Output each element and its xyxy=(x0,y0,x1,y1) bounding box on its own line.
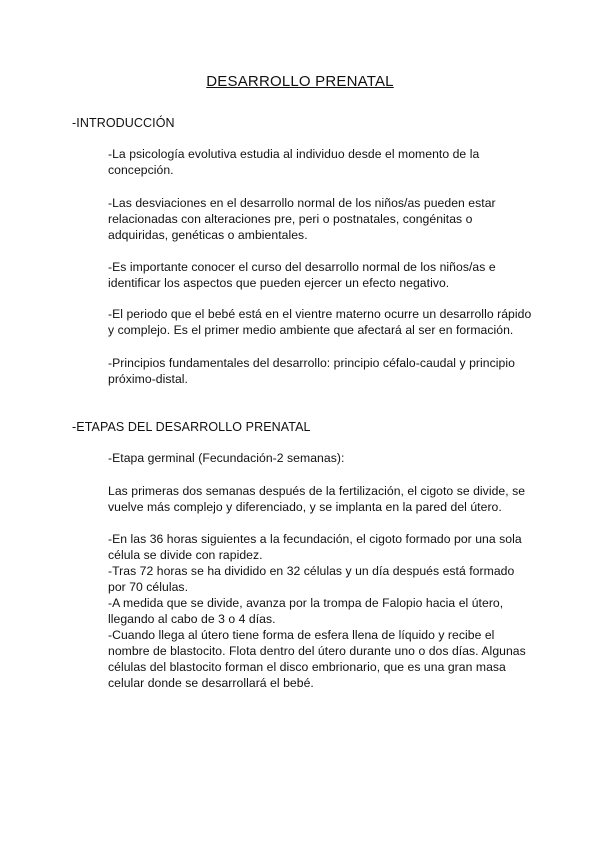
section-heading-etapas: -ETAPAS DEL DESARROLLO PRENATAL xyxy=(72,420,311,434)
text-line: -Es importante conocer el curso del desarrollo normal de los niños/as e xyxy=(108,260,496,274)
paragraph xyxy=(108,306,532,338)
text-line: concepción. xyxy=(108,163,174,177)
paragraph xyxy=(108,146,528,178)
text-line: -En las 36 horas siguientes a la fecundación, el cigoto formado por una sola xyxy=(108,532,522,546)
text-line: -Tras 72 horas se ha dividido en 32 células y un día después está formado xyxy=(108,564,515,578)
text-line: celular donde se desarrollará el bebé. xyxy=(108,676,314,690)
text-line: -A medida que se divide, avanza por la trompa de Falopio hacia el útero, xyxy=(108,596,504,610)
paragraph xyxy=(108,355,528,387)
text-line: adquiridas, genéticas o ambientales. xyxy=(108,228,308,242)
paragraph xyxy=(108,259,528,291)
text-line: Las primeras dos semanas después de la fertilización, el cigoto se divide, se xyxy=(108,484,526,498)
text-line: -Principios fundamentales del desarrollo: principio céfalo-caudal y principio xyxy=(108,356,515,370)
text-line: y complejo. Es el primer medio ambiente que afectará al ser en formación. xyxy=(108,323,514,337)
text-line: por 70 células. xyxy=(108,580,189,594)
paragraph xyxy=(108,195,528,243)
text-line: identificar los aspectos que pueden ejercer un efecto negativo. xyxy=(108,276,450,290)
paragraph xyxy=(108,483,528,515)
paragraph xyxy=(108,531,528,691)
text-line: -Etapa germinal (Fecundación-2 semanas): xyxy=(108,451,345,465)
page-title: DESARROLLO PRENATAL xyxy=(206,73,394,90)
text-line: -El periodo que el bebé está en el vientre materno ocurre un desarrollo rápido xyxy=(108,307,532,321)
text-line: próximo-distal. xyxy=(108,372,188,386)
text-line: llegando al cabo de 3 o 4 días. xyxy=(108,612,276,626)
text-line: -Las desviaciones en el desarrollo normal de los niños/as pueden estar xyxy=(108,196,496,210)
text-line: nombre de blastocito. Flota dentro del útero durante uno o dos días. Algunas xyxy=(108,644,526,658)
text-line: -La psicología evolutiva estudia al individuo desde el momento de la xyxy=(108,147,480,161)
section-heading-introduccion: -INTRODUCCIÓN xyxy=(72,116,175,130)
text-line: vuelve más complejo y diferenciado, y se implanta en la pared del útero. xyxy=(108,500,502,514)
text-line: células del blastocito forman el disco embrionario, que es una gran masa xyxy=(108,660,506,674)
text-line: -Cuando llega al útero tiene forma de esfera llena de líquido y recibe el xyxy=(108,628,495,642)
text-line: relacionadas con alteraciones pre, peri o postnatales, congénitas o xyxy=(108,212,473,226)
paragraph xyxy=(108,450,528,466)
text-line: célula se divide con rapidez. xyxy=(108,548,263,562)
